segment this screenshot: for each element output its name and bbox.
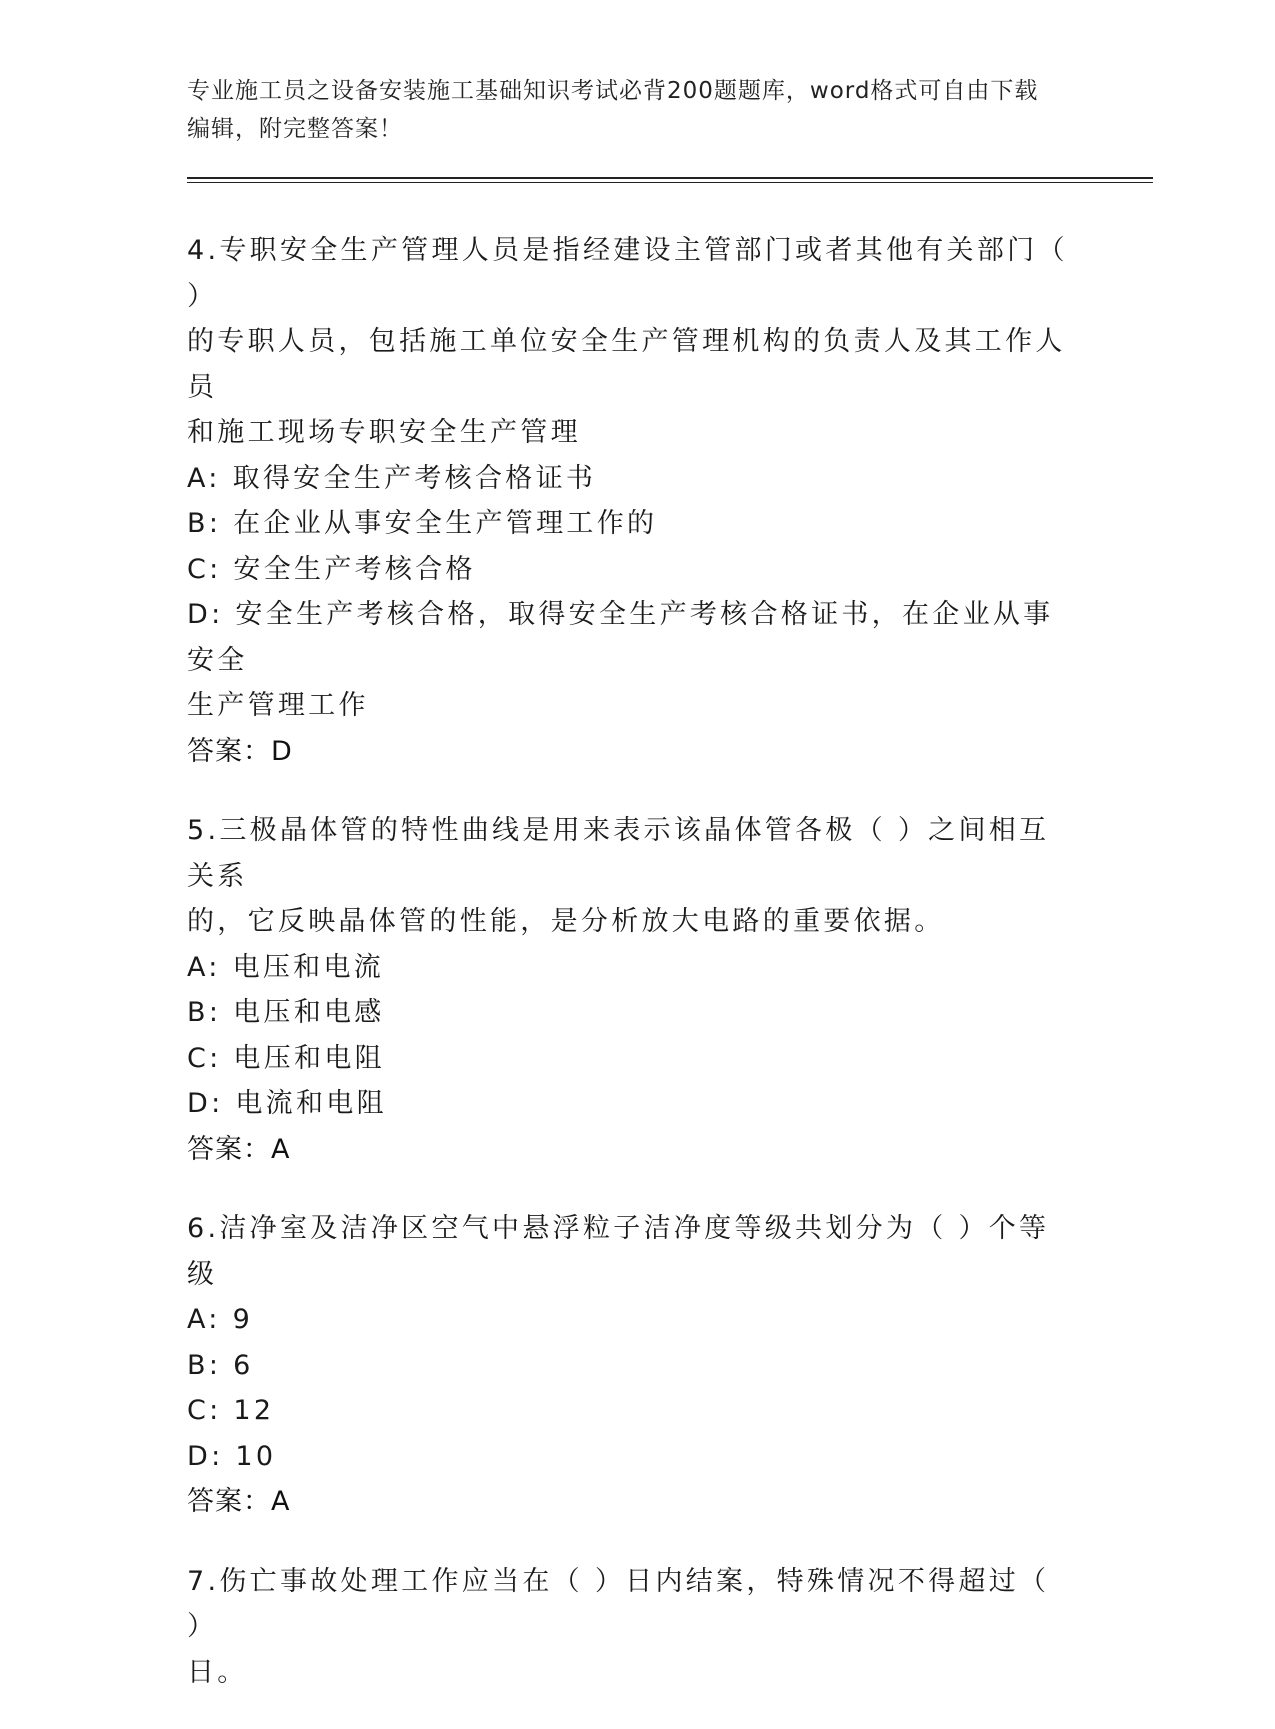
question-stem-line: 的，它反映晶体管的性能，是分析放大电路的重要依据。 (187, 906, 945, 937)
header-line-2: 编辑，附完整答案！ (187, 116, 403, 142)
question-5 (187, 808, 1077, 1172)
question-stem-line: 日。 (187, 1656, 248, 1688)
question-list (187, 228, 1080, 1729)
question-stem-line: 6.洁净室及洁净区空气中悬浮粒子洁净度等级共划分为（ ）个等级 (187, 1213, 1050, 1290)
option-c: C: 12 (187, 1395, 275, 1426)
document-header (187, 72, 1077, 148)
option-d: D: 电流和电阻 (187, 1088, 387, 1119)
option-b: B: 在企业从事安全生产管理工作的 (187, 508, 658, 539)
option-c: C: 电压和电阻 (187, 1042, 385, 1074)
answer: 答案：A (187, 1486, 291, 1517)
question-stem-line: 4.专职安全生产管理人员是指经建设主管部门或者其他有关部门（ ） (187, 235, 1080, 312)
option-a: A: 取得安全生产考核合格证书 (187, 462, 597, 494)
question-stem-line: 和施工现场专职安全生产管理 (187, 417, 581, 448)
option-b: B: 6 (187, 1349, 254, 1381)
option-d-continued: 生产管理工作 (187, 690, 369, 721)
header-rule-bottom (187, 182, 1153, 183)
question-stem-line: 5.三极晶体管的特性曲线是用来表示该晶体管各极（ ）之间相互关系 (187, 815, 1050, 892)
option-c: C: 安全生产考核合格 (187, 553, 476, 585)
question-7 (187, 1559, 1077, 1696)
answer: 答案：D (187, 735, 293, 767)
question-stem-line: 7.伤亡事故处理工作应当在（ ）日内结案，特殊情况不得超过（ ） (187, 1565, 1062, 1642)
answer: 答案：A (187, 1133, 291, 1165)
question-4 (187, 228, 1080, 774)
question-stem-line: 的专职人员，包括施工单位安全生产管理机构的负责人及其工作人员 (187, 326, 1066, 403)
option-d: D: 10 (187, 1440, 277, 1472)
option-a: A: 9 (187, 1304, 254, 1335)
header-rule-top (187, 177, 1153, 179)
option-b: B: 电压和电感 (187, 997, 385, 1028)
question-6 (187, 1206, 1077, 1525)
option-a: A: 电压和电流 (187, 951, 385, 983)
option-d: D: 安全生产考核合格，取得安全生产考核合格证书，在企业从事安全 (187, 599, 1054, 676)
header-line-1: 专业施工员之设备安装施工基础知识考试必背200题题库，word格式可自由下载 (187, 78, 1039, 104)
